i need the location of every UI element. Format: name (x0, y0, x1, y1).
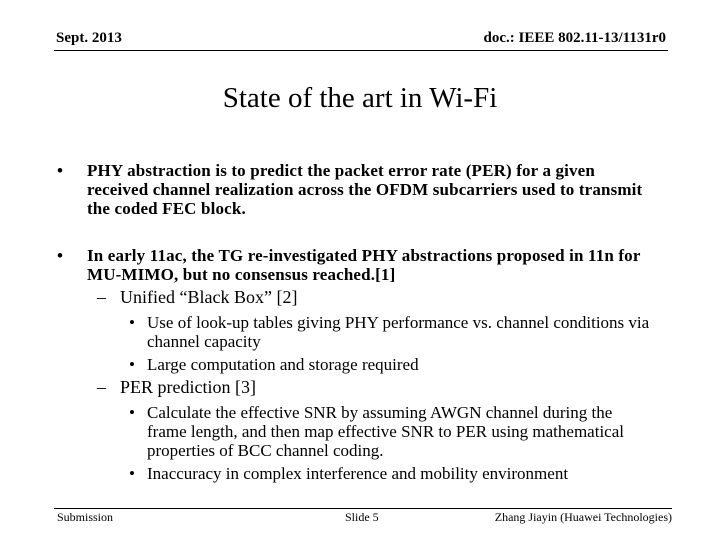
sub-bullet-text: Unified “Black Box” [2] (120, 287, 298, 307)
dash-icon: – (97, 377, 106, 397)
bullet-level1 (56, 246, 656, 284)
bullet-dot-icon: • (129, 313, 135, 332)
slide-title: State of the art in Wi-Fi (222, 82, 498, 114)
bullet-dot-icon: • (129, 464, 135, 483)
bullet-dot-icon: • (129, 355, 135, 374)
sub-sub-bullet-text: Calculate the effective SNR by assuming AWGN channel during the frame length, and then map effective SNR to PER using mathematical properties of BCC channel coding. (147, 403, 624, 460)
footer-divider (54, 508, 672, 509)
bullet-11ac-history (56, 246, 656, 483)
sub-sub-bullet (56, 313, 656, 351)
sub-sub-bullet (56, 403, 656, 460)
bullet-text: PHY abstraction is to predict the packet error rate (PER) for a given received channel realization across the OFDM subcarriers used to transmit the coded FEC block. (87, 161, 643, 218)
footer-author: Zhang Jiayin (Huawei Technologies) (494, 510, 672, 524)
sub-sub-bullet (56, 355, 656, 374)
bullet-dot-icon: • (129, 403, 135, 422)
sub-bullet-black-box (56, 286, 656, 309)
bullet-phy-abstraction (56, 161, 656, 218)
sub-bullet-text: PER prediction [3] (120, 377, 256, 397)
bullet-level1 (56, 161, 656, 218)
sub-sub-bullet-text: Large computation and storage required (147, 355, 419, 374)
sub-sub-bullet (56, 464, 656, 483)
bullet-text: In early 11ac, the TG re-investigated PHY abstractions proposed in 11n for MU-MIMO, but no consensus reached.[1] (87, 246, 641, 284)
sub-sub-bullet-text: Use of look-up tables giving PHY performance vs. channel conditions via channel capacity (147, 313, 650, 351)
sub-sub-bullet-text: Inaccuracy in complex interference and mobility environment (147, 464, 569, 483)
bullet-dot-icon: • (57, 161, 64, 180)
header-divider (54, 50, 668, 51)
footer-submission: Submission (57, 510, 114, 524)
footer-slide-number: Slide 5 (345, 510, 379, 524)
bullet-dot-icon: • (57, 246, 64, 265)
header-date: Sept. 2013 (56, 30, 122, 46)
sub-bullet-per-prediction (56, 376, 656, 399)
header-doc-id: doc.: IEEE 802.11-13/1131r0 (483, 30, 666, 46)
dash-icon: – (97, 287, 106, 307)
